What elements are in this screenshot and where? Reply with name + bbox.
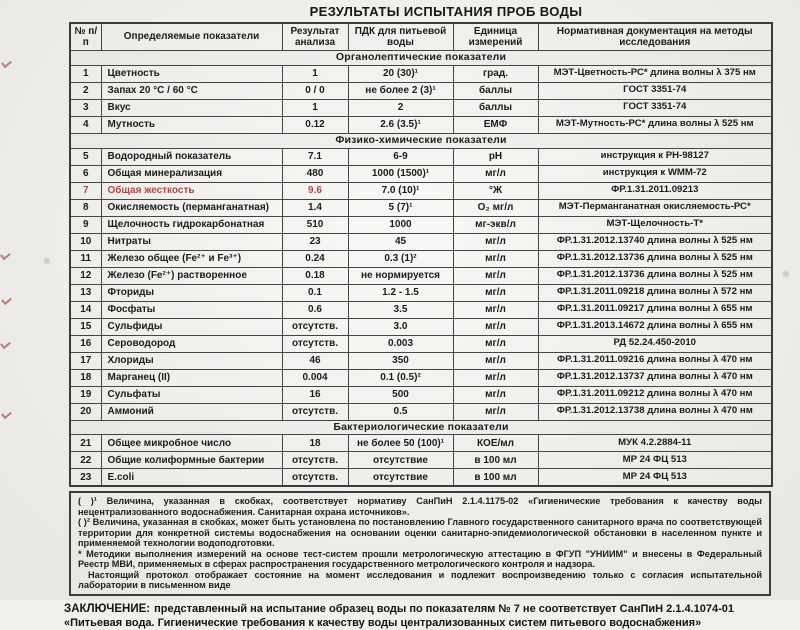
section-label: Бактериологические показатели (70, 420, 772, 435)
cell-result: 1 (282, 99, 348, 116)
cell-unit: °Ж (453, 182, 538, 199)
table-row (70, 469, 772, 487)
cell-indicator: Общие колиформные бактерии (101, 452, 282, 469)
cell-result: отсутств. (282, 335, 348, 352)
cell-pdk: 3.5 (348, 301, 453, 318)
table-row (70, 148, 772, 165)
cell-result: 23 (282, 233, 348, 250)
cell-pdk: 1000 (1500)¹ (348, 165, 453, 182)
cell-doc: ФР.1.31.2012.13736 длина волны λ 525 нм (538, 267, 772, 284)
cell-pdk: 0.5 (348, 403, 453, 420)
table-row (70, 250, 772, 267)
cell-unit: мг/л (453, 233, 538, 250)
section-label: Органолептические показатели (70, 51, 772, 66)
cell-unit: мг/л (453, 369, 538, 386)
cell-num: 6 (70, 165, 101, 182)
page-title: РЕЗУЛЬТАТЫ ИСПЫТАНИЯ ПРОБ ВОДЫ (309, 4, 583, 19)
cell-unit: мг/л (453, 352, 538, 369)
cell-doc: МЭТ-Перманганатная окисляемость-РС* (538, 199, 772, 216)
cell-unit: в 100 мл (453, 469, 538, 487)
cell-indicator: Фториды (101, 284, 282, 301)
cell-num: 4 (70, 116, 101, 133)
table-row (70, 199, 772, 216)
cell-indicator: Марганец (II) (101, 369, 282, 386)
cell-pdk: не более 50 (100)¹ (348, 435, 453, 452)
scan-artifact-checkmark (0, 339, 11, 349)
cell-num: 20 (70, 403, 101, 420)
cell-indicator: Окисляемость (перманганатная) (101, 199, 282, 216)
cell-pdk: 0.1 (0.5)² (348, 369, 453, 386)
cell-num: 12 (70, 267, 101, 284)
table-row (70, 403, 772, 420)
cell-doc: МЭТ-Мутность-РС* длина волны λ 525 нм (538, 116, 772, 133)
scan-artifact-smudge (44, 258, 50, 264)
cell-indicator: Аммоний (101, 403, 282, 420)
cell-indicator: E.coli (101, 469, 282, 487)
table-header (70, 23, 772, 51)
header-doc: Нормативная документация на методы исследования (538, 23, 772, 51)
cell-pdk: 500 (348, 386, 453, 403)
footnote-3: * Методики выполнения измерений на основе тест-систем прошли метрологическую аттестацию в ФГУП "УНИИМ" и внесены в Федеральный Реестр МВИ, применяемых в сферах распространения государственного метрологического контроля и надзора. (78, 548, 762, 570)
cell-doc: ГОСТ 3351-74 (538, 99, 772, 116)
cell-doc: ФР.1.31.2011.09218 длина волны λ 572 нм (538, 284, 772, 301)
cell-pdk: отсутствие (348, 452, 453, 469)
cell-num: 19 (70, 386, 101, 403)
cell-result: отсутств. (282, 403, 348, 420)
cell-doc: ФР.1.31.2012.13738 длина волны λ 470 нм (538, 403, 772, 420)
table-row (70, 116, 772, 133)
cell-unit: в 100 мл (453, 452, 538, 469)
cell-unit: мг/л (453, 386, 538, 403)
cell-indicator: Запах 20 °С / 60 °С (101, 82, 282, 99)
cell-indicator: Цветность (101, 65, 282, 82)
table-row (70, 335, 772, 352)
table-row (70, 369, 772, 386)
cell-unit: град. (453, 65, 538, 82)
cell-result: 480 (282, 165, 348, 182)
cell-result: 0.18 (282, 267, 348, 284)
cell-unit: мг/л (453, 165, 538, 182)
cell-unit: мг/л (453, 267, 538, 284)
cell-pdk: 0.003 (348, 335, 453, 352)
cell-result: 0.12 (282, 116, 348, 133)
cell-indicator: Нитраты (101, 233, 282, 250)
cell-result: 46 (282, 352, 348, 369)
cell-num: 18 (70, 369, 101, 386)
cell-num: 11 (70, 250, 101, 267)
cell-result: отсутств. (282, 469, 348, 487)
cell-pdk: 6-9 (348, 148, 453, 165)
conclusion (64, 602, 778, 630)
cell-result: 510 (282, 216, 348, 233)
table-row (70, 233, 772, 250)
cell-indicator: Сероводород (101, 335, 282, 352)
header-indicator: Определяемые показатели (101, 23, 282, 51)
cell-result: 0.24 (282, 250, 348, 267)
cell-result: 16 (282, 386, 348, 403)
cell-pdk: не нормируется (348, 267, 453, 284)
footnote-4: Настоящий протокол отображает состояние на момент исследования и подлежит воспроизведению только с согласия испытательной лаборатории в письменном виде (78, 569, 762, 591)
results-table-body (70, 51, 772, 487)
footnotes-box (69, 491, 771, 595)
cell-doc: ГОСТ 3351-74 (538, 82, 772, 99)
cell-num: 1 (70, 65, 101, 82)
cell-num: 8 (70, 199, 101, 216)
section-label: Физико-химические показатели (70, 133, 772, 148)
cell-unit: мг/л (453, 318, 538, 335)
cell-num: 17 (70, 352, 101, 369)
cell-doc: МР 24 ФЦ 513 (538, 452, 772, 469)
cell-num: 23 (70, 469, 101, 487)
cell-doc: МЭТ-Щелочность-Т* (538, 216, 772, 233)
cell-pdk: 7.0 (10)¹ (348, 182, 453, 199)
cell-result: 0.004 (282, 369, 348, 386)
cell-indicator: Вкус (101, 99, 282, 116)
header-pdk: ПДК для питьевой воды (348, 23, 453, 51)
cell-doc: МР 24 ФЦ 513 (538, 469, 772, 487)
cell-result: отсутств. (282, 452, 348, 469)
water-test-results-table (69, 22, 773, 487)
table-row (70, 352, 772, 369)
table-row (70, 99, 772, 116)
cell-unit: КОЕ/мл (453, 435, 538, 452)
cell-num: 13 (70, 284, 101, 301)
section-row (70, 133, 772, 148)
cell-indicator: Мутность (101, 116, 282, 133)
cell-indicator: Общая минерализация (101, 165, 282, 182)
cell-indicator: Щелочность гидрокарбонатная (101, 216, 282, 233)
conclusion-text: представленный на испытание образец воды по показателям № 7 не соответствует СанПиН 2.1.4.1074-01 «Питьевая вода. Гигиенические требования к качеству воды централизованных систем питьевого водоснабжения» (64, 602, 735, 630)
table-row (70, 182, 772, 199)
cell-unit: мг/л (453, 250, 538, 267)
table-row (70, 301, 772, 318)
cell-doc: ФР.1.31.2013.14672 длина волны λ 655 нм (538, 318, 772, 335)
table-row (70, 267, 772, 284)
section-row (70, 51, 772, 66)
cell-num: 16 (70, 335, 101, 352)
cell-unit: мг/л (453, 301, 538, 318)
scan-artifact-checkmark (1, 295, 12, 305)
cell-pdk: не более 2 (3)¹ (348, 82, 453, 99)
cell-result: 18 (282, 435, 348, 452)
cell-unit: мг/л (453, 335, 538, 352)
conclusion-label: ЗАКЛЮЧЕНИЕ: (64, 602, 151, 615)
cell-doc: МЭТ-Цветность-РС* длина волны λ 375 нм (538, 65, 772, 82)
cell-unit: О₂ мг/л (453, 199, 538, 216)
scan-artifact-checkmark (1, 58, 12, 68)
cell-pdk: 1000 (348, 216, 453, 233)
cell-result: 1.4 (282, 199, 348, 216)
cell-pdk: 2 (348, 99, 453, 116)
table-row (70, 386, 772, 403)
cell-indicator: Сульфаты (101, 386, 282, 403)
cell-doc: ФР.1.31.2011.09216 длина волны λ 470 нм (538, 352, 772, 369)
cell-num: 21 (70, 435, 101, 452)
cell-pdk: 350 (348, 352, 453, 369)
table-row (70, 318, 772, 335)
cell-pdk: 1.2 - 1.5 (348, 284, 453, 301)
cell-num: 3 (70, 99, 101, 116)
cell-pdk: 5 (7)¹ (348, 199, 453, 216)
cell-result: 9.6 (282, 182, 348, 199)
cell-pdk: 3.0 (348, 318, 453, 335)
table-row (70, 82, 772, 99)
cell-result: 1 (282, 65, 348, 82)
cell-doc: ФР.1.31.2011.09217 длина волны λ 655 нм (538, 301, 772, 318)
header-row (70, 23, 772, 51)
table-row (70, 65, 772, 82)
cell-pdk: 2.6 (3.5)¹ (348, 116, 453, 133)
cell-unit: ЕМФ (453, 116, 538, 133)
cell-unit: баллы (453, 82, 538, 99)
cell-num: 10 (70, 233, 101, 250)
cell-doc: ФР.1.31.2011.09212 длина волны λ 470 нм (538, 386, 772, 403)
table-row (70, 165, 772, 182)
footnote-1: ( )¹ Величина, указанная в скобках, соответствует нормативу СанПиН 2.1.4.1175-02 «Гигиенические требования к качеству воды нецентрализованного водоснабжения. Санитарная охрана источников». (78, 496, 762, 517)
cell-doc: инструкция к РН-98127 (538, 148, 772, 165)
cell-pdk: 45 (348, 233, 453, 250)
cell-result: 0.1 (282, 284, 348, 301)
scan-artifact-checkmark (1, 409, 12, 419)
cell-doc: МУК 4.2.2884-11 (538, 435, 772, 452)
cell-doc: инструкция к WMM-72 (538, 165, 772, 182)
cell-indicator: Общее микробное число (101, 435, 282, 452)
table-row (70, 452, 772, 469)
cell-result: 0 / 0 (282, 82, 348, 99)
cell-result: отсутств. (282, 318, 348, 335)
scan-artifact-smudge (783, 271, 789, 277)
scan-artifact-checkmark (0, 250, 11, 260)
cell-num: 9 (70, 216, 101, 233)
cell-num: 7 (70, 182, 101, 199)
table-row (70, 216, 772, 233)
header-result: Результат анализа (282, 23, 348, 51)
cell-doc: РД 52.24.450-2010 (538, 335, 772, 352)
table-row (70, 284, 772, 301)
cell-indicator: Хлориды (101, 352, 282, 369)
cell-pdk: 0.3 (1)² (348, 250, 453, 267)
cell-unit: мг-экв/л (453, 216, 538, 233)
cell-num: 2 (70, 82, 101, 99)
cell-result: 7.1 (282, 148, 348, 165)
cell-indicator: Железо общее (Fe²⁺ и Fe³⁺) (101, 250, 282, 267)
cell-num: 5 (70, 148, 101, 165)
cell-doc: ФР.1.31.2012.13737 длина волны λ 470 нм (538, 369, 772, 386)
cell-indicator: Общая жесткость (101, 182, 282, 199)
table-row (70, 435, 772, 452)
cell-pdk: отсутствие (348, 469, 453, 487)
cell-num: 15 (70, 318, 101, 335)
footnote-2: ( )² Величина, указанная в скобках, может быть установлена по постановлению Главного государственного санитарного врача по соответствующей территории для конкретной системы водоснабжения на основании оценки санитарно-эпидемиологической обстановки в населенном пункте и применяемой технологии водоподготовки. (78, 517, 762, 549)
cell-num: 22 (70, 452, 101, 469)
cell-unit: мг/л (453, 284, 538, 301)
header-num: № п/п (70, 23, 101, 51)
cell-unit: мг/л (453, 403, 538, 420)
cell-pdk: 20 (30)¹ (348, 65, 453, 82)
cell-unit: баллы (453, 99, 538, 116)
cell-indicator: Фосфаты (101, 301, 282, 318)
cell-doc: ФР.1.31.2012.13736 длина волны λ 525 нм (538, 250, 772, 267)
cell-num: 14 (70, 301, 101, 318)
header-unit: Единица измерений (453, 23, 538, 51)
cell-unit: рН (453, 148, 538, 165)
cell-indicator: Сульфиды (101, 318, 282, 335)
cell-doc: ФР.1.31.2011.09213 (538, 182, 772, 199)
cell-indicator: Железо (Fe²⁺) растворенное (101, 267, 282, 284)
cell-result: 0.6 (282, 301, 348, 318)
cell-indicator: Водородный показатель (101, 148, 282, 165)
section-row (70, 420, 772, 435)
cell-doc: ФР.1.31.2012.13740 длина волны λ 525 нм (538, 233, 772, 250)
